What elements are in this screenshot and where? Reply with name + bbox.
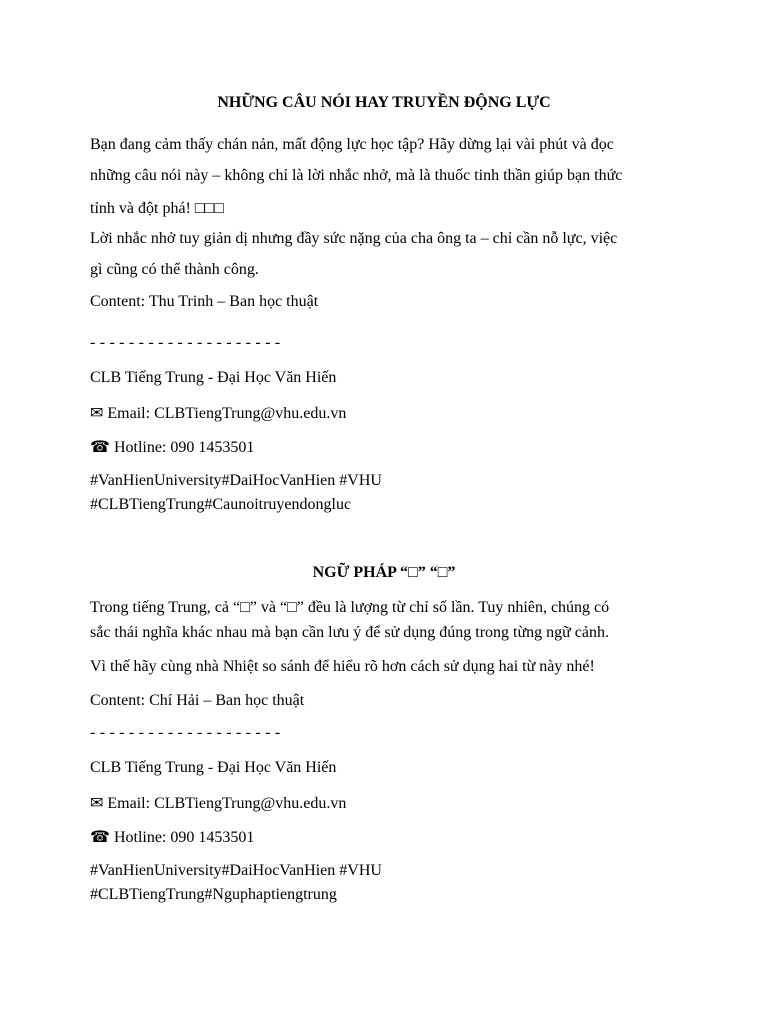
section1-reminder-line-2: gì cũng có thể thành công. <box>90 261 259 278</box>
section2-body-line-3: Vì thế hãy cùng nhà Nhiệt so sánh để hiểu rõ hơn cách sử dụng hai từ này nhé! <box>90 658 595 675</box>
section2-separator: - - - - - - - - - - - - - - - - - - - - <box>90 724 281 741</box>
section2-hotline-row <box>90 827 690 847</box>
section2-body-line-2: sắc thái nghĩa khác nhau mà bạn cần lưu ý để sử dụng đúng trong từng ngữ cảnh. <box>90 624 610 641</box>
section1-hotline-text[interactable]: Hotline: 090 1453501 <box>113 439 255 456</box>
section1-email-text[interactable]: Email: CLBTiengTrung@vhu.edu.vn <box>107 405 347 422</box>
section1-title: NHỮNG CÂU NÓI HAY TRUYỀN ĐỘNG LỰC <box>217 94 551 111</box>
section1-hotline-row <box>90 437 690 457</box>
section2-email-row <box>90 793 690 813</box>
section1-club-name: CLB Tiếng Trung - Đại Học Văn Hiến <box>90 369 337 386</box>
section2-title: NGỮ PHÁP “□” “□” <box>312 564 456 581</box>
envelope-icon: ✉ <box>90 795 104 812</box>
section2-content-credit: Content: Chí Hải – Ban học thuật <box>90 692 305 709</box>
section1-separator: - - - - - - - - - - - - - - - - - - - - <box>90 334 281 351</box>
section1-intro-line-2: những câu nói này – không chỉ là lời nhắc nhở, mà là thuốc tinh thần giúp bạn thức <box>90 167 623 184</box>
section2-hotline-text[interactable]: Hotline: 090 1453501 <box>113 829 255 846</box>
section1-hashtags-line-2: #CLBTiengTrung#Caunoitruyendongluc <box>90 496 352 513</box>
section1-reminder-line-1: Lời nhắc nhở tuy giản dị nhưng đầy sức nặng của cha ông ta – chỉ cần nỗ lực, việc <box>90 230 618 247</box>
section1-intro-line-3-text: tỉnh và đột phá! <box>90 200 195 217</box>
phone-icon: ☎ <box>90 829 110 846</box>
section2-body-line-1: Trong tiếng Trung, cả “□” và “□” đều là lượng từ chỉ số lần. Tuy nhiên, chúng có <box>90 599 610 616</box>
section2-email-text[interactable]: Email: CLBTiengTrung@vhu.edu.vn <box>107 795 347 812</box>
section2-hashtags-line-1: #VanHienUniversity#DaiHocVanHien #VHU <box>90 862 382 879</box>
section1-hashtags-line-1: #VanHienUniversity#DaiHocVanHien #VHU <box>90 472 382 489</box>
section2-club-name: CLB Tiếng Trung - Đại Học Văn Hiến <box>90 759 337 776</box>
section1-intro-line-3 <box>90 200 690 218</box>
section1-intro-line-1: Bạn đang cảm thấy chán nản, mất động lực học tập? Hãy dừng lại vài phút và đọc <box>90 136 614 153</box>
section1-email-row <box>90 403 690 423</box>
section1-content-credit: Content: Thu Trinh – Ban học thuật <box>90 293 319 310</box>
emoji-placeholder-glyphs: □□□ <box>194 200 224 217</box>
phone-icon: ☎ <box>90 439 110 456</box>
section2-hashtags-line-2: #CLBTiengTrung#Nguphaptiengtrung <box>90 886 337 903</box>
envelope-icon: ✉ <box>90 405 104 422</box>
